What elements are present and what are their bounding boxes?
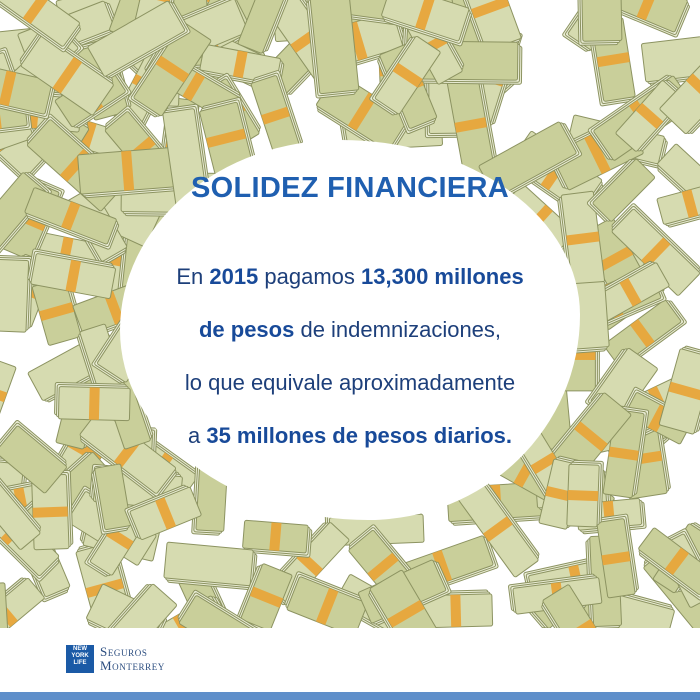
body-line-2: de pesos de indemnizaciones, bbox=[198, 317, 502, 342]
new-york-life-logo: NEW YORK LIFE bbox=[66, 645, 94, 673]
bill-stack bbox=[567, 460, 604, 527]
bill-stack bbox=[306, 0, 359, 98]
body-line-4: a 35 millones de pesos diarios. bbox=[187, 423, 513, 448]
brand-line-2: Monterrey bbox=[100, 658, 165, 673]
body-line-3: lo que equivale aproximadamente bbox=[184, 370, 516, 395]
brand-line-1: Seguros bbox=[100, 644, 148, 659]
footer-accent-bar bbox=[0, 692, 700, 700]
bill-stack bbox=[578, 0, 622, 45]
body-text bbox=[0, 250, 700, 462]
body-line-1: En 2015 pagamos 13,300 millones bbox=[176, 264, 524, 289]
headline: SOLIDEZ FINANCIERA bbox=[191, 172, 509, 204]
brand-name bbox=[100, 645, 165, 673]
bill-stack bbox=[163, 542, 257, 590]
